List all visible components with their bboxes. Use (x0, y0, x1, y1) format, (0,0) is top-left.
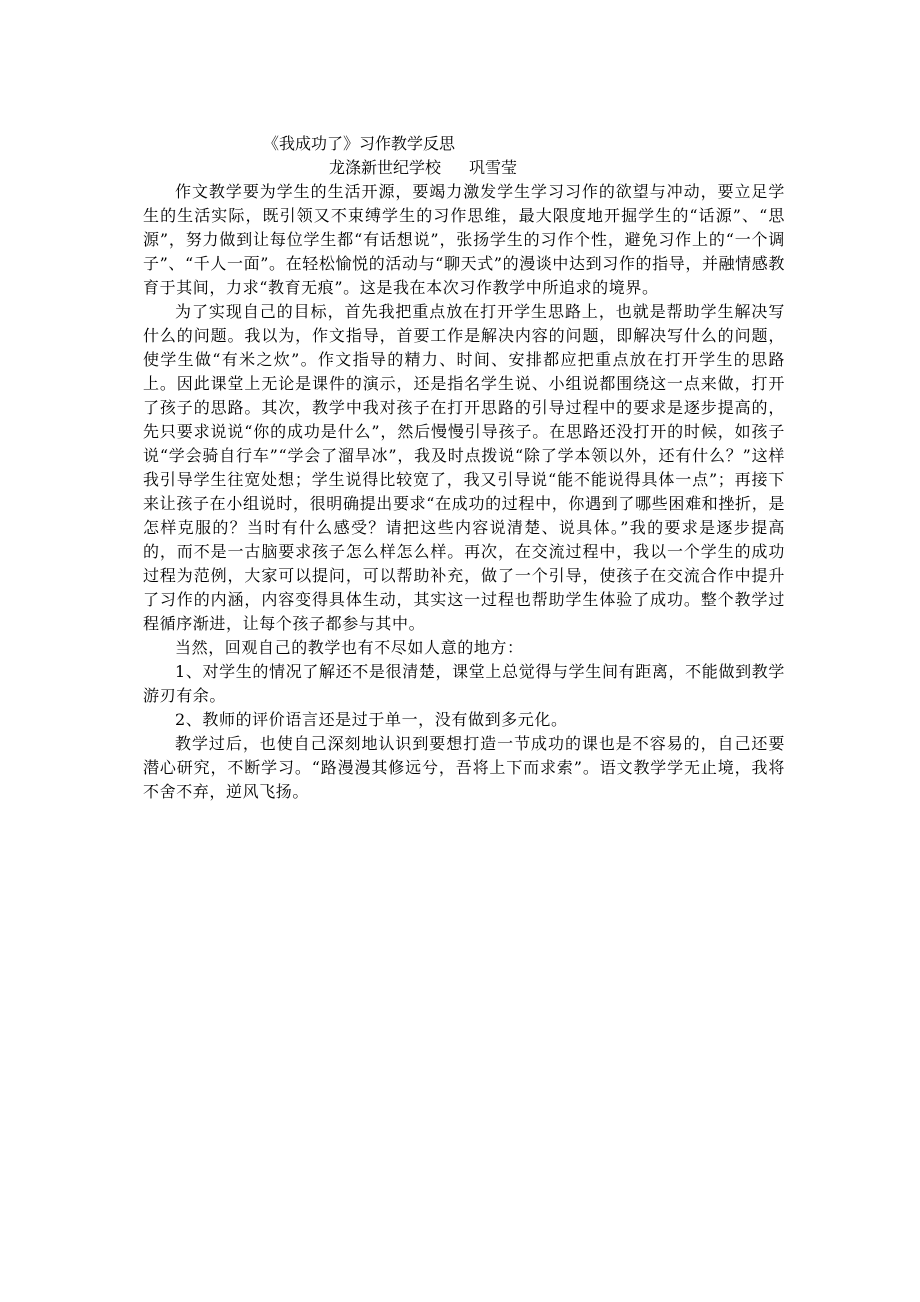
school-name: 龙涤新世纪学校 (329, 158, 442, 177)
paragraph: 1、对学生的情况了解还不是很清楚，课堂上总觉得与学生间有距离，不能做到教学游刃有余。 (143, 662, 785, 705)
paragraph: 2、教师的评价语言还是过于单一，没有做到多元化。 (175, 710, 568, 729)
paragraph: 作文教学要为学生的生活开源，要竭力激发学生学习习作的欲望与冲动，要立足学生的生活实际，既引领又不束缚学生的习作思维，最大限度地开掘学生的“话源”、“思源”，努力做到让每位学生都“有话想说”，张扬学生的习作个性，避免习作上的“一个调子”、“千人一面”。在轻松愉悦的活动与“聊天式”的漫谈中达到习作的指导，并融情感教育于其间，力求“教育无痕”。这是我在本次习作教学中所追求的境界。 (143, 182, 785, 297)
author-name: 巩雪莹 (469, 158, 518, 177)
byline (329, 156, 785, 180)
document-page (143, 132, 785, 804)
paragraph: 教学过后，也使自己深刻地认识到要想打造一节成功的课也是不容易的，自己还要潜心研究，不断学习。“路漫漫其修远兮，吾将上下而求索”。语文教学学无止境，我将不舍不弃，逆风飞扬。 (143, 734, 785, 801)
paragraph: 当然，回观自己的教学也有不尽如人意的地方： (175, 638, 524, 657)
document-title: 《我成功了》习作教学反思 (263, 134, 456, 153)
paragraph: 为了实现自己的目标，首先我把重点放在打开学生思路上，也就是帮助学生解决写什么的问题。我以为，作文指导，首要工作是解决内容的问题，即解决写什么的问题，使学生做“有米之炊”。作文指导的精力、时间、安排都应把重点放在打开学生的思路上。因此课堂上无论是课件的演示，还是指名学生说、小组说都围绕这一点来做，打开了孩子的思路。其次，教学中我对孩子在打开思路的引导过程中的要求是逐步提高的，先只要求说说“你的成功是什么”，然后慢慢引导孩子。在思路还没打开的时候，如孩子说“学会骑自行车”“学会了溜旱冰”，我及时点拨说“除了学本领以外，还有什么？”这样我引导学生往宽处想；学生说得比较宽了，我又引导说“能不能说得具体一点”；再接下来让孩子在小组说时，很明确提出要求“在成功的过程中，你遇到了哪些困难和挫折，是怎样克服的？当时有什么感受？请把这些内容说清楚、说具体。”我的要求是逐步提高的，而不是一古脑要求孩子怎么样怎么样。再次，在交流过程中，我以一个学生的成功过程为范例，大家可以提问，可以帮助补充，做了一个引导，使孩子在交流合作中提升了习作的内涵，内容变得具体生动，其实这一过程也帮助学生体验了成功。整个教学过程循序渐进，让每个孩子都参与其中。 (143, 302, 785, 633)
